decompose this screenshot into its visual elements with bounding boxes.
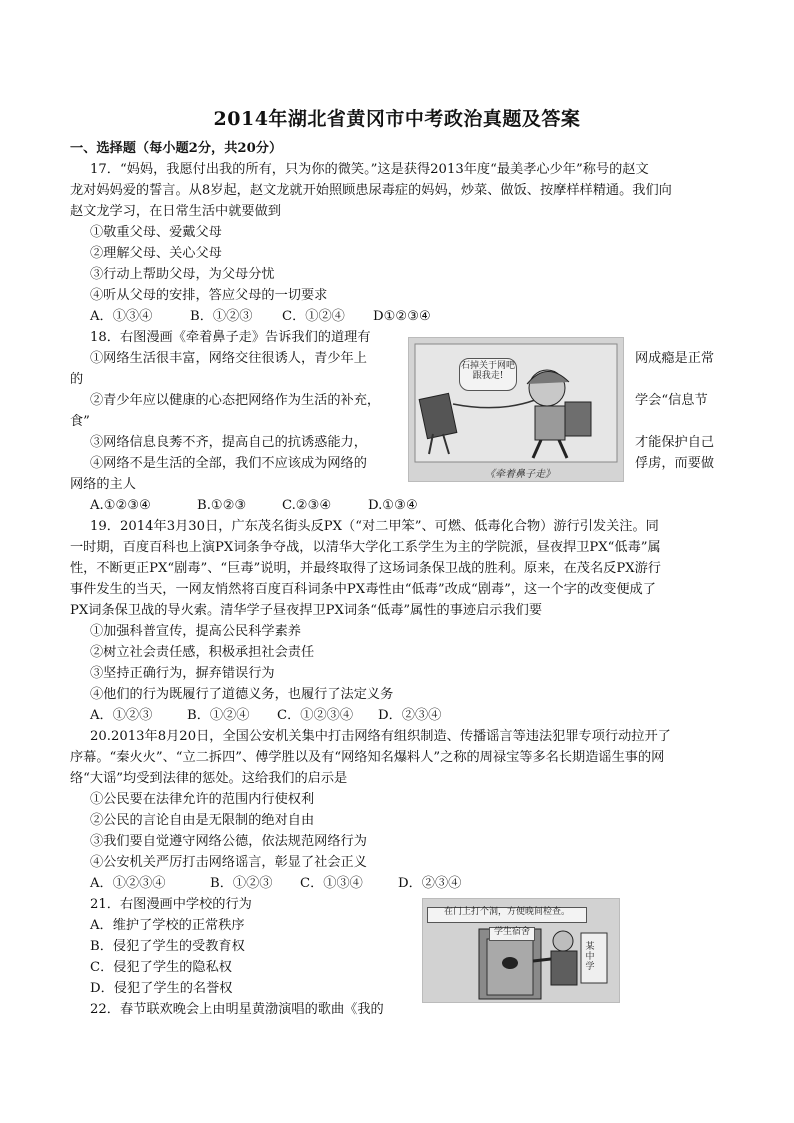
q18-answer-d: D.①③④ (368, 498, 418, 513)
q18-option-3: ③网络信息良莠不齐，提高自己的抗诱惑能力， (90, 435, 367, 450)
q21-stem: 21．右图漫画中学校的行为 (90, 897, 252, 912)
q18-option-2-right: 学会“信息节 (635, 393, 708, 408)
q19-option-2: ②树立社会责任感，积极承担社会责任 (90, 645, 315, 660)
q22-stem: 22．春节联欢晚会上由明星黄渤演唱的歌曲《我的 (90, 1002, 384, 1017)
q21-cartoon-door-label: 学生宿舍 (489, 927, 535, 941)
q18-answer-c: C.②③④ (282, 498, 332, 513)
q20-stem-line-1: 20.2013年8月20日，全国公安机关集中打击网络有组织制造、传播谣言等违法犯罪专项行动拉开了 (90, 729, 671, 744)
q19-answer-a: A．①②③ (90, 708, 153, 723)
q19-answer-b: B．①②④ (187, 708, 250, 723)
q18-cartoon-bubble: 石掉关于网吧跟我走! (459, 358, 517, 391)
q20-option-1: ①公民要在法律允许的范围内行使权利 (90, 792, 315, 807)
q21-cartoon-banner: 在门上打个洞，方便晚间检查。 (427, 907, 587, 923)
q18-option-4-cont: 网络的主人 (70, 477, 136, 492)
q18-option-4: ④网络不是生活的全部，我们不应该成为网络的 (90, 456, 367, 471)
q19-answer-d: D．②③④ (378, 708, 442, 723)
q18-option-4-right: 俘虏，而要做 (635, 456, 715, 471)
q17-stem-line-3: 赵文龙学习，在日常生活中就要做到 (70, 204, 281, 219)
q18-option-2-cont: 食” (70, 414, 90, 429)
q19-stem-line-2: 一时期，百度百科也上演PX词条争夺战，以清华大学化工系学生为主的学院派，昼夜捍卫PX“低毒”属 (70, 540, 661, 555)
section-heading: 一、选择题（每小题2分，共20分） (70, 141, 283, 156)
q19-option-4: ④他们的行为既履行了道德义务，也履行了法定义务 (90, 687, 394, 702)
q21-option-d: D．侵犯了学生的名誉权 (90, 981, 233, 996)
q21-option-c: C．侵犯了学生的隐私权 (90, 960, 232, 975)
q18-cartoon (408, 337, 624, 482)
q18-cartoon-caption: 《牵着鼻子走》 (485, 469, 555, 480)
q20-option-2: ②公民的言论自由是无限制的绝对自由 (90, 813, 315, 828)
q20-option-4: ④公安机关严厉打击网络谣言，彰显了社会正义 (90, 855, 367, 870)
q17-option-1: ①敬重父母、爱戴父母 (90, 225, 222, 240)
q20-answer-b: B．①②③ (210, 876, 273, 891)
q21-option-b: B．侵犯了学生的受教育权 (90, 939, 245, 954)
q17-stem-line-2: 龙对妈妈爱的誓言。从8岁起，赵文龙就开始照顾患尿毒症的妈妈，炒菜、做饭、按摩样样精通。我们向 (70, 183, 672, 198)
q19-option-3: ③坚持正确行为，摒弃错误行为 (90, 666, 275, 681)
q20-answer-d: D．②③④ (398, 876, 462, 891)
q18-option-1-right: 网成瘾是正常 (635, 351, 715, 366)
q17-option-4: ④听从父母的安排，答应父母的一切要求 (90, 288, 328, 303)
q20-answer-a: A．①②③④ (90, 876, 166, 891)
q20-stem-line-3: 络“大谣”均受到法律的惩处。这给我们的启示是 (70, 771, 348, 786)
q18-answer-a: A.①②③④ (90, 498, 152, 513)
q20-answer-c: C．①③④ (300, 876, 363, 891)
q18-answer-b: B.①②③ (197, 498, 247, 513)
q19-stem-line-3: 性，不断更正PX“剧毒”、“巨毒”说明，并最终取得了这场词条保卫战的胜利。原来，在茂名反PX游行 (70, 561, 661, 576)
page-title: 2014年湖北省黄冈市中考政治真题及答案 (213, 108, 581, 130)
q18-option-3-right: 才能保护自己 (635, 435, 715, 450)
q17-answer-b: B．①②③ (190, 309, 253, 324)
q20-stem-line-2: 序幕。“秦火火”、“立二拆四”、傅学胜以及有“网络知名爆料人”之称的周禄宝等多名长期造谣生事的网 (70, 750, 665, 765)
q19-option-1: ①加强科普宣传，提高公民科学素养 (90, 624, 301, 639)
q21-cartoon-school-tag: 某中学 (585, 942, 595, 972)
q19-stem-line-5: PX词条保卫战的导火索。清华学子昼夜捍卫PX词条“低毒”属性的事迹启示我们要 (70, 603, 543, 618)
q18-cartoon-drawing (409, 338, 623, 481)
q17-option-3: ③行动上帮助父母，为父母分忧 (90, 267, 275, 282)
q18-option-1: ①网络生活很丰富，网络交往很诱人，青少年上 (90, 351, 367, 366)
q17-answer-d: D①②③④ (373, 309, 431, 324)
q19-answer-c: C．①②③④ (277, 708, 354, 723)
q17-answer-c: C．①②④ (282, 309, 345, 324)
q17-option-2: ②理解父母、关心父母 (90, 246, 222, 261)
q18-stem: 18．右图漫画《牵着鼻子走》告诉我们的道理有 (90, 330, 371, 345)
q18-option-2: ②青少年应以健康的心态把网络作为生活的补充， (90, 393, 381, 408)
q21-cartoon (422, 898, 620, 1003)
q19-stem-line-1: 19．2014年3月30日，广东茂名街头反PX（“对二甲笨”、可燃、低毒化合物）游行引发关注。同 (90, 519, 659, 534)
q17-answer-a: A．①③④ (90, 309, 153, 324)
q17-stem-line-1: 17．“妈妈，我愿付出我的所有，只为你的微笑。”这是获得2013年度“最美孝心少年”称号的赵文 (90, 162, 649, 177)
q19-stem-line-4: 事件发生的当天，一网友悄然将百度百科词条中PX毒性由“低毒”改成“剧毒”，这一个字的改变便成了 (70, 582, 656, 597)
q21-option-a: A．维护了学校的正常秩序 (90, 918, 245, 933)
q18-option-1-cont: 的 (70, 372, 84, 387)
q20-option-3: ③我们要自觉遵守网络公德，依法规范网络行为 (90, 834, 367, 849)
